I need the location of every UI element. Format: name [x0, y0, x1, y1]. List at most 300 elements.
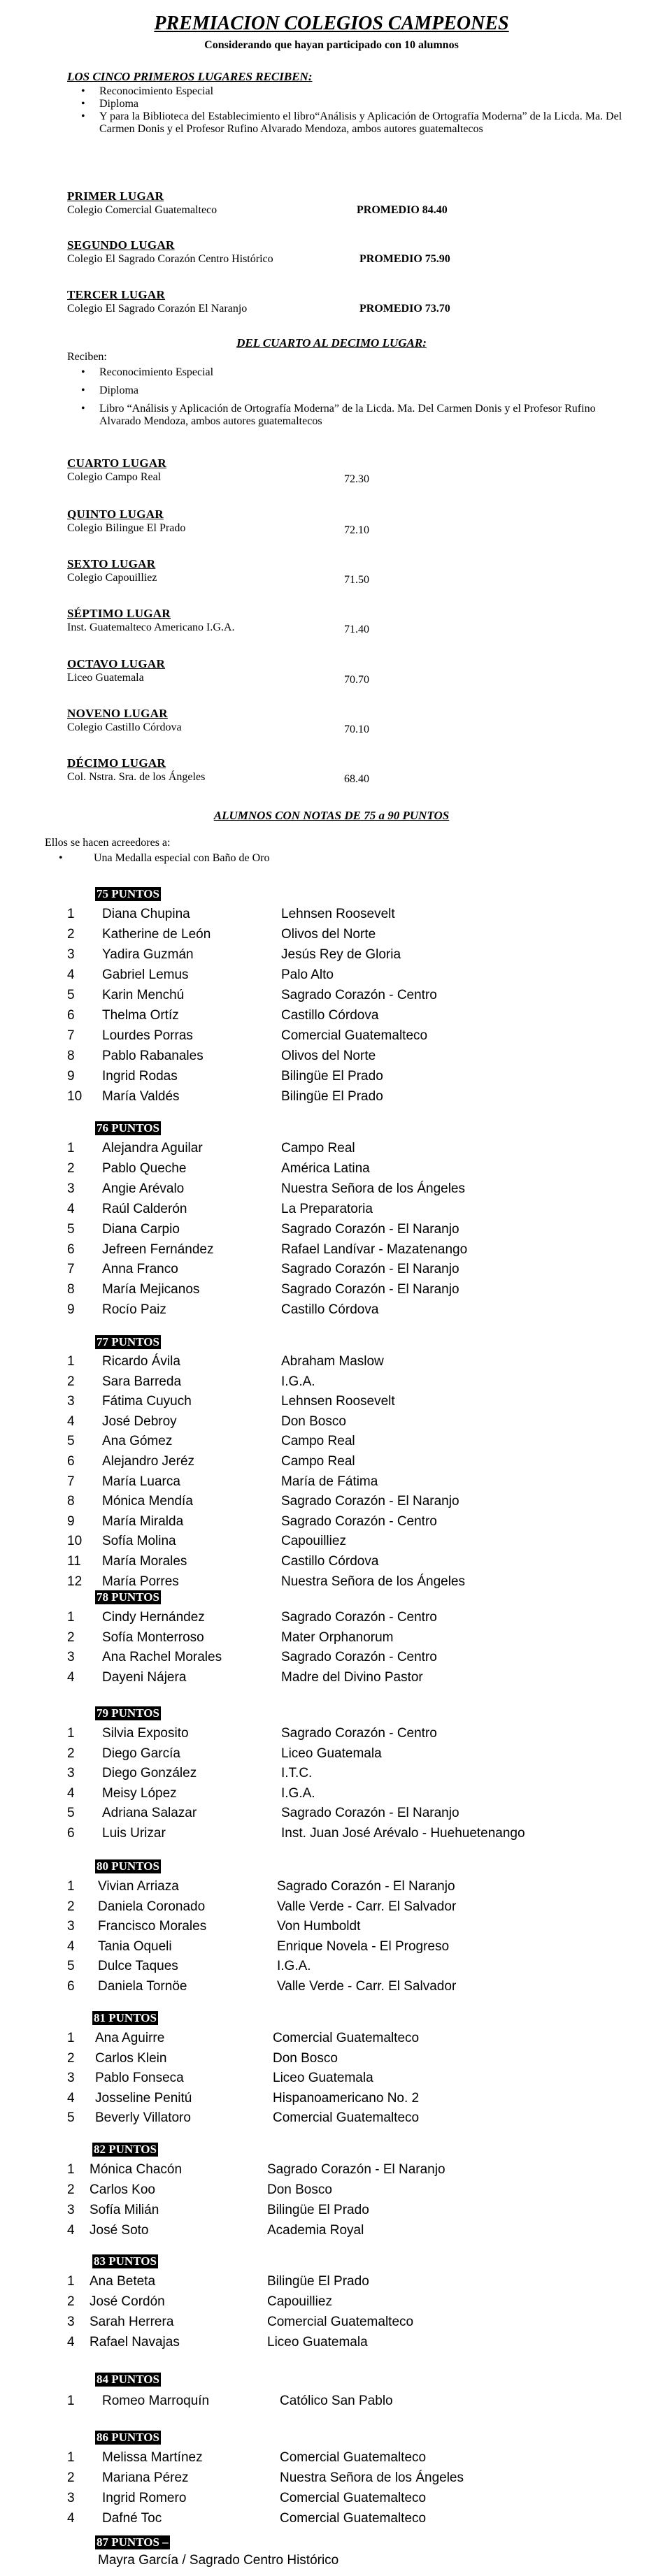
student-school: I.T.C. [281, 1766, 313, 1780]
student-rank: 6 [67, 1242, 75, 1257]
place-school: Colegio El Sagrado Corazón Centro Histórico [67, 253, 273, 265]
group-label: 75 PUNTOS [97, 887, 159, 900]
student-school: Comercial Guatemalteco [280, 2511, 427, 2526]
student-row [0, 1242, 663, 1259]
student-school: Campo Real [281, 1454, 355, 1469]
student-school: Bilingüe El Prado [267, 2274, 369, 2289]
student-rank: 1 [67, 2274, 75, 2289]
student-rank: 4 [67, 2335, 75, 2350]
student-name: Pablo Fonseca [95, 2071, 184, 2085]
student-name: María Mejicanos [102, 1282, 200, 1297]
student-row [0, 1354, 663, 1371]
student-school: Valle Verde - Carr. El Salvador [277, 1899, 457, 1914]
student-school: María de Fátima [281, 1474, 378, 1489]
student-name: Ana Gómez [102, 1434, 173, 1449]
student-school: Comercial Guatemalteco [281, 1028, 428, 1043]
student-name: Dulce Taques [98, 1959, 178, 1974]
student-name: Carlos Koo [90, 2182, 155, 2197]
student-row [0, 1374, 663, 1391]
student-name: Raúl Calderón [102, 1201, 187, 1216]
student-school: Sagrado Corazón - El Naranjo [281, 1806, 459, 1820]
student-row [0, 907, 663, 923]
student-school: Comercial Guatemalteco [273, 2110, 420, 2125]
student-rank: 3 [67, 1181, 75, 1196]
student-name: Angie Arévalo [102, 1181, 185, 1196]
student-name: Diego González [102, 1766, 197, 1780]
student-row [0, 1899, 663, 1916]
student-name: María Morales [102, 1554, 187, 1569]
student-rank: 4 [67, 967, 75, 982]
student-school: Castillo Córdova [281, 1554, 379, 1569]
student-school: Jesús Rey de Gloria [281, 947, 401, 962]
student-name: Lourdes Porras [102, 1028, 193, 1043]
student-rank: 5 [67, 988, 75, 1002]
final-group-label [95, 2535, 170, 2549]
student-school: Rafael Landívar - Mazatenango [281, 1242, 468, 1257]
student-rank: 3 [67, 2203, 75, 2217]
students-intro: Ellos se hacen acreedores a: [45, 837, 171, 849]
student-name: José Cordón [90, 2294, 165, 2309]
student-row [0, 2450, 663, 2467]
student-rank: 1 [67, 907, 75, 921]
student-school: I.G.A. [281, 1785, 315, 1801]
student-row [0, 2294, 663, 2311]
student-name: Luis Urizar [102, 1825, 166, 1841]
student-row [0, 2110, 663, 2127]
student-name: Diana Carpio [102, 1221, 180, 1237]
student-name: Mónica Chacón [90, 2162, 183, 2177]
student-row [0, 1434, 663, 1451]
student-row [0, 1979, 663, 1996]
final-label-suffix: – [159, 2535, 169, 2549]
student-rank: 4 [67, 1938, 75, 1954]
group-label: 76 PUNTOS [97, 1121, 159, 1135]
student-school: Comercial Guatemalteco [267, 2315, 414, 2329]
group-label: 77 PUNTOS [97, 1335, 159, 1348]
place-score: 68.40 [344, 773, 369, 785]
student-name: María Luarca [102, 1474, 180, 1489]
student-row [0, 1574, 663, 1591]
place-score: 70.10 [344, 724, 369, 735]
student-name: Meisy López [102, 1785, 177, 1801]
place-score: 71.50 [344, 574, 369, 586]
student-row [0, 1726, 663, 1743]
page-title: PREMIACION COLEGIOS CAMPEONES [154, 13, 509, 34]
group-label: 80 PUNTOS [97, 1859, 159, 1873]
student-school: Von Humboldt [277, 1919, 361, 1934]
student-row [0, 1766, 663, 1783]
student-school: Madre del Divino Pastor [281, 1670, 423, 1685]
group-label: 82 PUNTOS [94, 2143, 157, 2156]
student-name: Rafael Navajas [90, 2335, 180, 2350]
place-heading: SEGUNDO LUGAR [67, 238, 175, 252]
student-rank: 4 [67, 1785, 75, 1801]
student-row [0, 2182, 663, 2199]
student-rank: 9 [67, 1302, 75, 1318]
student-rank: 2 [67, 2050, 75, 2066]
fourth-tenth-receive: Reciben: [67, 351, 107, 363]
student-row [0, 1049, 663, 1065]
place-school: Colegio Capouilliez [67, 572, 157, 584]
student-name: Ana Aguirre [95, 2031, 165, 2045]
group-label: 79 PUNTOS [97, 1706, 159, 1720]
student-school: Sagrado Corazón - Centro [281, 1650, 437, 1665]
student-name: Daniela Coronado [98, 1899, 206, 1914]
student-school: Campo Real [281, 1141, 355, 1156]
student-school: Sagrado Corazón - El Naranjo [281, 1262, 459, 1277]
student-rank: 1 [67, 2394, 75, 2408]
student-name: Dayeni Nájera [102, 1670, 187, 1685]
student-rank: 7 [67, 1028, 75, 1043]
student-row [0, 1554, 663, 1571]
student-row [0, 1161, 663, 1178]
student-name: Diego García [102, 1746, 180, 1761]
student-name: Sarah Herrera [90, 2315, 174, 2329]
student-school: Enrique Novela - El Progreso [277, 1938, 450, 1954]
student-school: Comercial Guatemalteco [280, 2450, 427, 2465]
student-name: Josseline Penitú [95, 2090, 192, 2106]
student-school: Hispanoamericano No. 2 [273, 2090, 420, 2106]
student-name: Ana Rachel Morales [102, 1650, 222, 1665]
student-school: Castillo Córdova [281, 1008, 379, 1023]
top5-item: • Reconocimiento Especial [67, 85, 627, 98]
student-rank: 4 [67, 2223, 75, 2238]
student-school: Valle Verde - Carr. El Salvador [277, 1979, 457, 1994]
student-row [0, 1494, 663, 1511]
student-row [0, 1514, 663, 1531]
student-school: Palo Alto [281, 967, 334, 982]
place-school: Inst. Guatemalteco Americano I.G.A. [67, 621, 235, 633]
student-school: La Preparatoria [281, 1201, 373, 1216]
student-school: Olivos del Norte [281, 927, 376, 942]
student-row [0, 1394, 663, 1411]
student-rank: 11 [67, 1554, 81, 1569]
student-name: María Miralda [102, 1513, 184, 1529]
group-label: 78 PUNTOS [97, 1590, 159, 1604]
student-school: Campo Real [281, 1434, 355, 1449]
student-row [0, 1879, 663, 1896]
fourth-tenth-heading: DEL CUARTO AL DECIMO LUGAR: [236, 336, 427, 350]
student-name: Katherine de León [102, 927, 211, 942]
student-school: Sagrado Corazón - El Naranjo [281, 1494, 459, 1509]
student-name: Fátima Cuyuch [102, 1394, 192, 1409]
student-row [0, 1959, 663, 1976]
student-rank: 1 [67, 1610, 75, 1625]
student-name: Jefreen Fernández [102, 1242, 214, 1257]
student-row [0, 1069, 663, 1086]
student-name: Carlos Klein [95, 2050, 167, 2066]
student-row [0, 2394, 663, 2410]
student-row [0, 1746, 663, 1763]
student-school: Lehnsen Roosevelt [281, 907, 395, 921]
student-school: Sagrado Corazón - Centro [281, 1610, 437, 1625]
student-school: Liceo Guatemala [273, 2071, 373, 2085]
student-school: Inst. Juan José Arévalo - Huehuetenango [281, 1825, 525, 1841]
place-score: 72.30 [344, 473, 369, 485]
student-rank: 2 [67, 1629, 75, 1645]
place-score: 72.10 [344, 524, 369, 536]
student-row [0, 2071, 663, 2087]
student-rank: 2 [67, 1160, 75, 1176]
students-list [45, 852, 534, 865]
student-rank: 3 [67, 2491, 75, 2505]
student-rank: 2 [67, 2182, 75, 2197]
student-row [0, 1181, 663, 1198]
top5-heading: LOS CINCO PRIMEROS LUGARES RECIBEN: [67, 70, 313, 83]
student-name: Alejandra Aguilar [102, 1141, 203, 1156]
page-subtitle: Considerando que hayan participado con 10 alumnos [204, 39, 459, 51]
student-name: Sara Barreda [102, 1374, 182, 1389]
student-row [0, 1474, 663, 1491]
student-rank: 3 [67, 1766, 75, 1780]
student-school: Liceo Guatemala [267, 2335, 368, 2350]
student-school: Sagrado Corazón - Centro [281, 1726, 437, 1741]
student-school: Nuestra Señora de los Ángeles [280, 2470, 464, 2485]
student-rank: 3 [67, 1650, 75, 1665]
student-school: América Latina [281, 1160, 370, 1176]
student-school: Sagrado Corazón - El Naranjo [281, 1282, 459, 1297]
student-name: Gabriel Lemus [102, 967, 189, 982]
student-row [0, 1302, 663, 1319]
final-row: Mayra García / Sagrado Centro Histórico [98, 2553, 339, 2568]
place-school: Colegio El Sagrado Corazón El Naranjo [67, 303, 248, 315]
student-name: Yadira Guzmán [102, 947, 194, 962]
student-name: Dafné Toc [102, 2511, 162, 2526]
student-name: Rocío Paiz [102, 1302, 166, 1318]
student-name: Ingrid Romero [102, 2491, 187, 2505]
student-row [0, 1222, 663, 1239]
student-rank: 7 [67, 1262, 75, 1277]
student-school: Sagrado Corazón - Centro [281, 1513, 437, 1529]
place-heading: TERCER LUGAR [67, 288, 166, 301]
student-name: Thelma Ortíz [102, 1008, 179, 1023]
student-rank: 2 [67, 1899, 75, 1914]
student-rank: 4 [67, 1201, 75, 1216]
student-row [0, 988, 663, 1005]
place-school: Colegio Castillo Córdova [67, 721, 182, 733]
student-name: José Soto [90, 2223, 149, 2238]
student-rank: 1 [67, 2450, 75, 2465]
fourth-tenth-item: • Libro “Análisis y Aplicación de Ortografía Moderna” de la Licda. Ma. Del Carmen Donis y el Profesor Rufino Alvarado Mendoza, ambos autores guatemaltecos [67, 403, 613, 428]
student-rank: 1 [67, 2162, 75, 2177]
student-rank: 3 [67, 2071, 75, 2085]
student-row [0, 1414, 663, 1431]
student-school: Don Bosco [281, 1413, 346, 1429]
student-name: Karin Menchú [102, 988, 185, 1002]
place-score: PROMEDIO 73.70 [359, 303, 450, 315]
student-name: Mariana Pérez [102, 2470, 189, 2485]
student-rank: 2 [67, 1746, 75, 1761]
place-heading: OCTAVO LUGAR [67, 657, 166, 670]
student-name: Sofía Molina [102, 1534, 176, 1549]
student-rank: 12 [67, 1574, 83, 1589]
student-school: Mater Orphanorum [281, 1629, 394, 1645]
student-row [0, 1670, 663, 1687]
student-school: Católico San Pablo [280, 2394, 393, 2408]
student-name: Romeo Marroquín [102, 2394, 210, 2408]
student-school: I.G.A. [277, 1959, 311, 1974]
student-name: Anna Franco [102, 1262, 178, 1277]
student-row [0, 2031, 663, 2048]
student-school: Bilingüe El Prado [281, 1069, 383, 1084]
group-label: 84 PUNTOS [97, 2373, 159, 2386]
student-school: Nuestra Señora de los Ángeles [281, 1574, 465, 1589]
student-name: José Debroy [102, 1413, 177, 1429]
student-row [0, 1786, 663, 1803]
student-row [0, 2162, 663, 2179]
student-name: Ingrid Rodas [102, 1069, 178, 1084]
student-school: Olivos del Norte [281, 1049, 376, 1063]
student-school: Abraham Maslow [281, 1354, 384, 1369]
student-row [0, 2511, 663, 2528]
student-school: Comercial Guatemalteco [280, 2491, 427, 2505]
place-score: PROMEDIO 75.90 [359, 253, 450, 265]
student-school: Nuestra Señora de los Ángeles [281, 1181, 465, 1196]
student-row [0, 947, 663, 964]
student-rank: 1 [67, 1141, 75, 1156]
student-name: Diana Chupina [102, 907, 190, 921]
student-row [0, 2274, 663, 2291]
student-row [0, 1650, 663, 1667]
top5-item: • Diploma [67, 98, 627, 110]
fourth-tenth-item: • Diploma [67, 384, 613, 397]
student-name: Daniela Tornöe [98, 1979, 187, 1994]
student-row [0, 1028, 663, 1045]
student-rank: 6 [67, 1979, 75, 1994]
place-heading: SÉPTIMO LUGAR [67, 607, 171, 620]
student-name: Ricardo Ávila [102, 1354, 180, 1369]
student-name: Sofía Milián [90, 2203, 159, 2217]
place-school: Colegio Bilingue El Prado [67, 522, 186, 534]
student-name: Silvia Exposito [102, 1726, 189, 1741]
student-row [0, 2203, 663, 2219]
student-row [0, 1534, 663, 1550]
student-school: Castillo Córdova [281, 1302, 379, 1318]
final-label-text: 87 PUNTOS [97, 2535, 159, 2549]
student-school: Academia Royal [267, 2223, 364, 2238]
place-heading: DÉCIMO LUGAR [67, 756, 166, 770]
place-score: 70.70 [344, 674, 369, 686]
student-row [0, 967, 663, 984]
fourth-tenth-list [67, 366, 613, 428]
student-name: Francisco Morales [98, 1919, 207, 1934]
place-school: Liceo Guatemala [67, 672, 144, 684]
student-row [0, 1610, 663, 1627]
student-school: Capouilliez [281, 1534, 346, 1549]
student-name: Adriana Salazar [102, 1806, 197, 1820]
student-row [0, 1454, 663, 1471]
place-heading: PRIMER LUGAR [67, 189, 164, 203]
student-row [0, 1282, 663, 1299]
student-school: Sagrado Corazón - El Naranjo [267, 2162, 445, 2177]
group-label: 86 PUNTOS [97, 2431, 159, 2444]
student-name: Pablo Rabanales [102, 1049, 204, 1063]
student-rank: 2 [67, 2470, 75, 2485]
student-rank: 8 [67, 1494, 75, 1509]
student-row [0, 1919, 663, 1936]
student-school: Bilingüe El Prado [267, 2203, 369, 2217]
student-row [0, 1806, 663, 1822]
student-row [0, 1141, 663, 1158]
student-row [0, 1262, 663, 1279]
student-rank: 6 [67, 1825, 75, 1841]
student-rank: 8 [67, 1282, 75, 1297]
student-rank: 3 [67, 1394, 75, 1409]
students-item: • Una Medalla especial con Baño de Oro [45, 852, 534, 865]
student-rank: 3 [67, 947, 75, 962]
student-school: Don Bosco [273, 2050, 338, 2066]
student-school: Don Bosco [267, 2182, 332, 2197]
student-name: Sofía Monterroso [102, 1629, 204, 1645]
student-name: María Valdés [102, 1089, 180, 1104]
student-name: Ana Beteta [90, 2274, 156, 2289]
student-rank: 5 [67, 1959, 75, 1974]
student-rank: 2 [67, 1374, 75, 1389]
place-heading: QUINTO LUGAR [67, 508, 164, 521]
student-school: Lehnsen Roosevelt [281, 1394, 395, 1409]
student-rank: 1 [67, 1726, 75, 1741]
student-row [0, 2315, 663, 2331]
student-school: Liceo Guatemala [281, 1746, 382, 1761]
top5-item: • Y para la Biblioteca del Establecimiento el libro“Análisis y Aplicación de Ortografía Moderna” de la Licda. Ma. Del Carmen Donis y el Profesor Rufino Alvarado Mendoza, ambos autores guatemaltecos [67, 110, 627, 136]
student-school: Sagrado Corazón - El Naranjo [281, 1221, 459, 1237]
student-row [0, 2335, 663, 2352]
student-rank: 5 [67, 1221, 75, 1237]
student-name: Melissa Martínez [102, 2450, 203, 2465]
student-row [0, 2491, 663, 2507]
student-school: Capouilliez [267, 2294, 332, 2309]
student-name: Alejandro Jeréz [102, 1454, 195, 1469]
student-rank: 5 [67, 2110, 75, 2125]
student-school: Comercial Guatemalteco [273, 2031, 420, 2045]
student-rank: 4 [67, 1413, 75, 1429]
student-school: I.G.A. [281, 1374, 315, 1389]
student-name: Vivian Arriaza [98, 1879, 179, 1894]
student-rank: 3 [67, 1919, 75, 1934]
student-rank: 9 [67, 1069, 75, 1084]
student-name: Tania Oqueli [98, 1938, 172, 1954]
student-rank: 2 [67, 927, 75, 942]
student-name: Cindy Hernández [102, 1610, 205, 1625]
top5-list [67, 85, 627, 136]
student-rank: 10 [67, 1089, 83, 1104]
student-name: Mónica Mendía [102, 1494, 193, 1509]
student-rank: 5 [67, 1806, 75, 1820]
student-row [0, 1202, 663, 1218]
student-rank: 4 [67, 1670, 75, 1685]
student-row [0, 927, 663, 944]
student-name: Pablo Queche [102, 1160, 187, 1176]
student-rank: 7 [67, 1474, 75, 1489]
place-heading: NOVENO LUGAR [67, 707, 168, 720]
student-row [0, 1008, 663, 1025]
place-score: PROMEDIO 84.40 [357, 204, 448, 216]
student-rank: 1 [67, 1879, 75, 1894]
student-rank: 8 [67, 1049, 75, 1063]
student-rank: 4 [67, 2511, 75, 2526]
student-rank: 3 [67, 2315, 75, 2329]
place-heading: CUARTO LUGAR [67, 456, 167, 470]
student-row [0, 2470, 663, 2487]
student-name: Beverly Villatoro [95, 2110, 191, 2125]
student-row [0, 1939, 663, 1956]
students-heading: ALUMNOS CON NOTAS DE 75 a 90 PUNTOS [213, 809, 450, 822]
place-school: Col. Nstra. Sra. de los Ángeles [67, 771, 206, 783]
fourth-tenth-item: • Reconocimiento Especial [67, 366, 613, 379]
student-rank: 5 [67, 1434, 75, 1449]
student-rank: 10 [67, 1534, 83, 1549]
student-row [0, 1630, 663, 1647]
